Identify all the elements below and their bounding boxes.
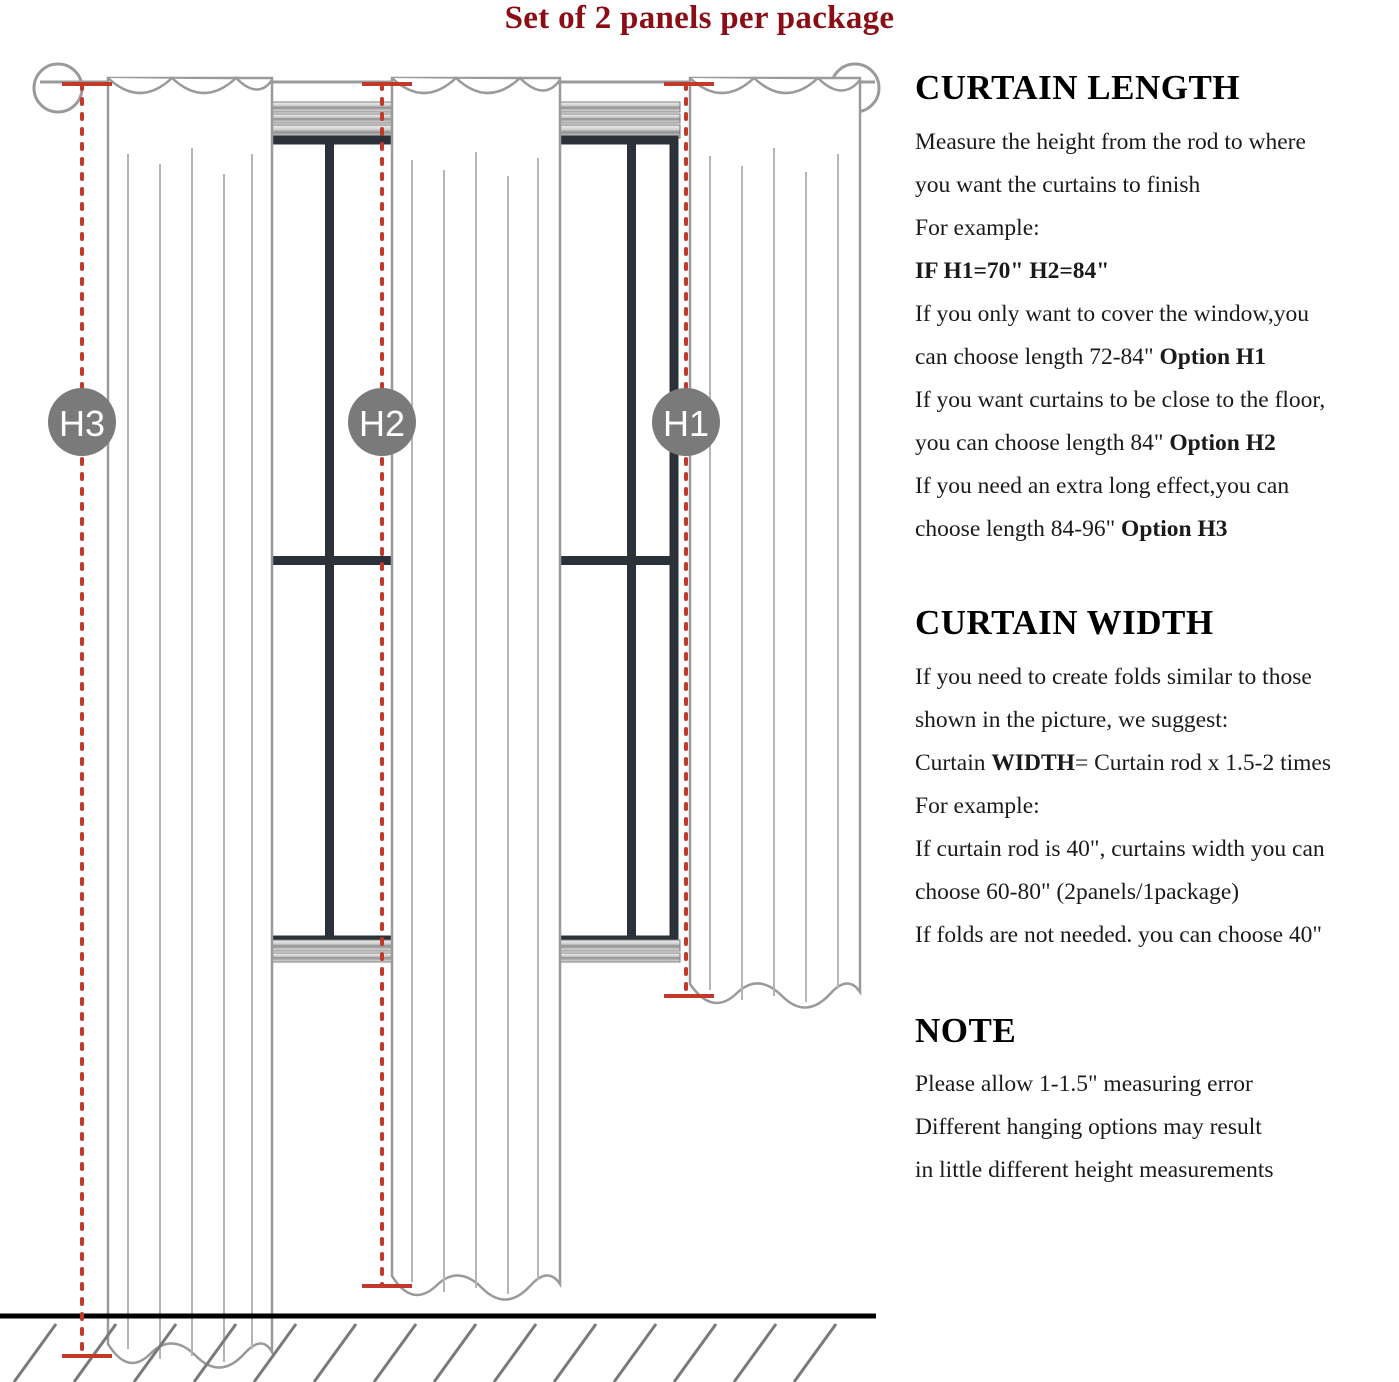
body-text: shown in the picture, we suggest: [915, 706, 1229, 733]
svg-text:H1: H1 [662, 403, 710, 444]
section-line [915, 465, 1399, 508]
body-text: Please allow 1-1.5" measuring error [915, 1071, 1253, 1098]
body-text: For example: [915, 792, 1040, 819]
section-line [915, 699, 1399, 742]
section-line [915, 828, 1399, 871]
body-text: choose 60-80" (2panels/1package) [915, 878, 1240, 905]
section-line [915, 121, 1399, 164]
section-line [915, 656, 1399, 699]
emphasis-text: IF H1=70" H2=84" [915, 257, 1110, 284]
body-text: Measure the height from the rod to where [915, 128, 1306, 155]
section-line [915, 250, 1399, 293]
section-line [915, 742, 1399, 785]
section-body [915, 121, 1399, 551]
curtain-panel-left [108, 78, 272, 1368]
body-text: Curtain [915, 749, 992, 776]
section-line [915, 1106, 1399, 1149]
body-text: you can choose length 84" [915, 429, 1170, 456]
body-text: If you need an extra long effect,you can [915, 472, 1290, 499]
section-line [915, 1063, 1399, 1106]
badge-h1 [652, 388, 720, 456]
measure-line-h3 [62, 84, 112, 1356]
body-text: If you need to create folds similar to those [915, 663, 1312, 690]
section-line [915, 785, 1399, 828]
page-title: Set of 2 panels per package [504, 0, 895, 36]
svg-text:H2: H2 [358, 403, 406, 444]
section-heading: CURTAIN LENGTH [915, 68, 1241, 107]
section-line [915, 871, 1399, 914]
section-heading: NOTE [915, 1010, 1017, 1050]
section-line [915, 508, 1399, 551]
body-text: If curtain rod is 40", curtains width you can [915, 835, 1325, 862]
section-line [915, 914, 1399, 957]
section-line [915, 422, 1399, 465]
curtain-panel-middle [392, 78, 560, 1300]
section-line [915, 207, 1399, 250]
svg-text:H3: H3 [58, 403, 106, 444]
section-line [915, 293, 1399, 336]
body-text: you want the curtains to finish [915, 171, 1201, 198]
section-heading: CURTAIN WIDTH [915, 602, 1214, 642]
emphasis-text: WIDTH [991, 749, 1075, 776]
section-line [915, 379, 1399, 422]
emphasis-text: Option H2 [1169, 429, 1276, 456]
badge-h2 [348, 388, 416, 456]
section-body [915, 656, 1399, 957]
body-text: For example: [915, 214, 1040, 241]
section-body [915, 1063, 1399, 1192]
emphasis-text: Option H1 [1159, 343, 1266, 370]
body-text: Different hanging options may result [915, 1114, 1262, 1141]
body-text: can choose length 72-84" [915, 343, 1160, 370]
section-line [915, 164, 1399, 207]
body-text: If you want curtains to be close to the floor, [915, 386, 1326, 413]
section-spacer [915, 957, 1399, 1013]
badge-h3 [48, 388, 116, 456]
section-spacer [915, 551, 1399, 605]
instructions-column [915, 70, 1399, 1382]
body-text: If you only want to cover the window,you [915, 300, 1309, 327]
body-text: choose length 84-96" [915, 515, 1122, 542]
body-text: If folds are not needed. you can choose 40" [915, 921, 1322, 948]
body-text: in little different height measurements [915, 1157, 1274, 1184]
emphasis-text: Option H3 [1121, 515, 1228, 542]
section-line [915, 336, 1399, 379]
body-text: = Curtain rod x 1.5-2 times [1074, 749, 1332, 776]
curtain-measurement-diagram [0, 44, 908, 1382]
curtain-panel-right [690, 78, 860, 1008]
section-line [915, 1149, 1399, 1192]
